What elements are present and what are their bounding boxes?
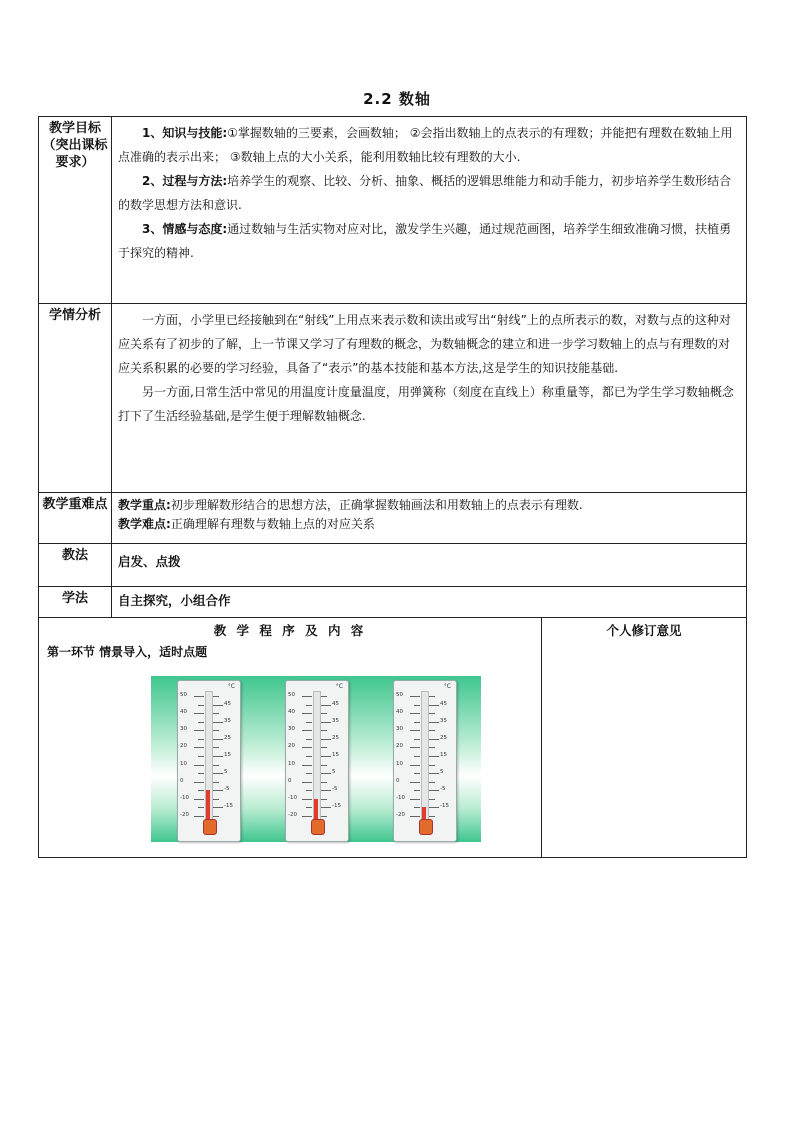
- scale-tick: [302, 765, 312, 766]
- scale-tick: [429, 713, 435, 714]
- mercury-column: [314, 799, 318, 821]
- scale-tick: [213, 722, 223, 723]
- scale-tick: [429, 799, 435, 800]
- scale-tick: [213, 730, 219, 731]
- document-title: 2.2 数轴: [363, 90, 431, 108]
- thermometer-3: [393, 680, 457, 842]
- scale-tick: [321, 730, 327, 731]
- scale-tick: [410, 747, 420, 748]
- procedure-heading: 教 学 程 序 及 内 容: [213, 623, 367, 638]
- objective-knowledge: 1、知识与技能:①掌握数轴的三要素，会画数轴； ②会指出数轴上的点表示的有理数；并能把有理数在数轴上用点准确的表示出来； ③数轴上点的大小关系，能利用数轴比较有理数的大小.: [118, 126, 733, 164]
- scale-tick: [306, 756, 312, 757]
- scale-tick: [429, 782, 435, 783]
- learning-value: 自主探究，小组合作: [112, 587, 747, 618]
- difficulty-line: 教学难点:正确理解有理数与数轴上点的对应关系: [118, 517, 375, 531]
- scale-number: 10: [396, 760, 403, 767]
- scale-tick: [198, 705, 204, 706]
- scale-number: 20: [288, 743, 295, 750]
- scale-number: 35: [440, 717, 447, 724]
- scale-tick: [321, 713, 327, 714]
- scale-tick: [194, 799, 204, 800]
- scale-tick: [194, 730, 204, 731]
- scale-tick: [410, 782, 420, 783]
- scale-tick: [414, 739, 420, 740]
- scale-number: 40: [180, 709, 187, 716]
- analysis-paragraph-1: 一方面，小学里已经接触到在“射线”上用点来表示数和读出或写出“射线”上的点所表示的数，对数与点的这种对应关系有了初步的了解，上一节课又学习了有理数的概念，为数轴概念的建立和进一步学习数轴上的点与有理数的对应关系积累的必要的学习经验，具备了“表示”的基本技能和基本方法,这是学生的知识技能基础.: [118, 313, 731, 375]
- scale-tick: [213, 705, 223, 706]
- learning-label: 学法: [39, 587, 112, 618]
- scale-number: 45: [440, 700, 447, 707]
- scale-number: 35: [332, 717, 339, 724]
- scale-tick: [198, 807, 204, 808]
- scale-number: 50: [396, 692, 403, 698]
- scale-tick: [306, 739, 312, 740]
- thermometer-figure: [151, 676, 481, 842]
- scale-tick: [321, 722, 331, 723]
- scale-tick: [213, 739, 223, 740]
- scale-number: -5: [332, 786, 338, 793]
- scale-tick: [302, 747, 312, 748]
- scale-tick: [321, 696, 327, 697]
- objective-process: 2、过程与方法:培养学生的观察、比较、分析、抽象、概括的逻辑思维能力和动手能力，初步培养学生数形结合的数学思想方法和意识.: [118, 174, 732, 212]
- scale-number: -15: [224, 803, 233, 810]
- scale-tick: [194, 765, 204, 766]
- scale-tick: [198, 756, 204, 757]
- scale-tick: [321, 816, 327, 817]
- scale-tick: [213, 790, 223, 791]
- scale-tick: [213, 807, 223, 808]
- scale-number: 25: [440, 734, 447, 741]
- scale-tick: [429, 705, 439, 706]
- scale-number: 5: [224, 769, 228, 776]
- scale-tick: [198, 790, 204, 791]
- scale-tick: [410, 799, 420, 800]
- scale-tick: [198, 739, 204, 740]
- procedure-cell: [39, 618, 542, 858]
- scale-tick: [213, 799, 219, 800]
- scale-tick: [306, 722, 312, 723]
- method-value: 启发、点拨: [112, 544, 747, 587]
- scale-number: 15: [224, 752, 231, 758]
- scale-tick: [321, 807, 331, 808]
- unit-label: °C: [227, 683, 235, 690]
- scale-tick: [410, 816, 420, 817]
- objective-attitude: 3、情感与态度:通过数轴与生活实物对应对比，激发学生兴趣，通过规范画图，培养学生细致准确习惯，扶植勇于探究的精神.: [118, 222, 732, 260]
- scale-number: 30: [180, 726, 187, 733]
- lesson-plan-table: [38, 116, 747, 858]
- scale-number: 50: [288, 692, 295, 698]
- scale-number: -10: [288, 794, 297, 801]
- unit-label: °C: [335, 683, 343, 690]
- scale-tick: [414, 705, 420, 706]
- scale-number: 20: [396, 743, 403, 750]
- scale-number: 5: [440, 769, 444, 776]
- scale-tick: [429, 816, 435, 817]
- scale-tick: [321, 739, 331, 740]
- scale-tick: [429, 730, 435, 731]
- analysis-content: [112, 304, 747, 493]
- scale-number: 45: [224, 700, 231, 707]
- scale-tick: [429, 807, 439, 808]
- scale-tick: [429, 722, 439, 723]
- scale-number: -5: [224, 786, 230, 793]
- scale-number: -20: [396, 812, 405, 818]
- scale-number: -5: [440, 786, 446, 793]
- thermometer-bulb: [203, 819, 217, 835]
- scale-number: 10: [180, 760, 187, 767]
- scale-tick: [414, 790, 420, 791]
- scale-number: 10: [288, 760, 295, 767]
- scale-tick: [306, 807, 312, 808]
- revision-heading: 个人修订意见: [606, 623, 682, 638]
- scale-number: 0: [288, 777, 292, 784]
- scale-tick: [429, 696, 435, 697]
- scale-tick: [198, 722, 204, 723]
- scale-tick: [198, 773, 204, 774]
- scale-tick: [429, 739, 439, 740]
- mercury-column: [206, 790, 210, 821]
- scale-tick: [414, 722, 420, 723]
- thermometer-1: [177, 680, 241, 842]
- scale-tick: [410, 696, 420, 697]
- scale-tick: [321, 782, 327, 783]
- thermometer-tube: [421, 691, 429, 823]
- scale-tick: [213, 756, 223, 757]
- scale-tick: [213, 816, 219, 817]
- revision-cell: [542, 618, 747, 858]
- thermometer-bulb: [311, 819, 325, 835]
- scale-tick: [429, 765, 435, 766]
- scale-tick: [194, 782, 204, 783]
- scale-tick: [429, 756, 439, 757]
- scale-tick: [410, 765, 420, 766]
- scale-tick: [213, 765, 219, 766]
- key-points-label: 教学重难点: [39, 493, 112, 544]
- learning-row: [39, 587, 747, 618]
- key-points-row: [39, 493, 747, 544]
- scale-tick: [429, 773, 439, 774]
- scale-number: 30: [396, 726, 403, 733]
- scale-tick: [302, 713, 312, 714]
- scale-tick: [194, 747, 204, 748]
- scale-tick: [213, 696, 219, 697]
- scale-tick: [410, 713, 420, 714]
- objectives-label: 教学目标（突出课标要求）: [39, 117, 112, 304]
- scale-tick: [321, 705, 331, 706]
- scale-number: 40: [288, 709, 295, 716]
- scale-tick: [321, 756, 331, 757]
- unit-label: °C: [443, 683, 451, 690]
- scale-tick: [306, 773, 312, 774]
- scale-number: -15: [332, 803, 341, 810]
- scale-tick: [321, 773, 331, 774]
- scale-number: -15: [440, 803, 449, 810]
- scale-tick: [302, 799, 312, 800]
- scale-tick: [410, 730, 420, 731]
- scale-tick: [429, 747, 435, 748]
- scale-number: -20: [180, 812, 189, 818]
- objectives-content: [112, 117, 747, 304]
- scale-number: 0: [180, 777, 184, 784]
- scale-number: 5: [332, 769, 336, 776]
- scale-tick: [321, 799, 327, 800]
- scale-tick: [414, 807, 420, 808]
- scale-tick: [213, 713, 219, 714]
- scale-tick: [213, 747, 219, 748]
- method-label: 教法: [39, 544, 112, 587]
- scale-number: 15: [332, 752, 339, 758]
- scale-number: 25: [332, 734, 339, 741]
- scale-tick: [321, 765, 327, 766]
- scale-tick: [302, 730, 312, 731]
- scale-number: -10: [180, 794, 189, 801]
- scale-tick: [306, 790, 312, 791]
- scale-tick: [194, 696, 204, 697]
- scale-number: 45: [332, 700, 339, 707]
- scale-number: 25: [224, 734, 231, 741]
- scale-tick: [414, 773, 420, 774]
- scale-number: 0: [396, 777, 400, 784]
- scale-tick: [321, 747, 327, 748]
- scale-tick: [194, 816, 204, 817]
- analysis-row: [39, 304, 747, 493]
- objectives-row: [39, 117, 747, 304]
- scale-tick: [414, 756, 420, 757]
- scale-tick: [321, 790, 331, 791]
- scale-number: -10: [396, 794, 405, 801]
- scale-tick: [194, 713, 204, 714]
- scale-tick: [429, 790, 439, 791]
- method-row: [39, 544, 747, 587]
- scale-number: 20: [180, 743, 187, 750]
- step-1-title: 第一环节 情景导入，适时点题: [47, 645, 208, 659]
- scale-tick: [213, 782, 219, 783]
- scale-tick: [213, 773, 223, 774]
- key-points-content: [112, 493, 747, 544]
- thermometer-bulb: [419, 819, 433, 835]
- scale-tick: [302, 816, 312, 817]
- analysis-paragraph-2: 另一方面,日常生活中常见的用温度计度量温度，用弹簧称（刻度在直线上）称重量等，都已为学生学习数轴概念打下了生活经验基础,是学生便于理解数轴概念.: [118, 385, 734, 423]
- focus-line: 教学重点:初步理解数形结合的思想方法，正确掌握数轴画法和用数轴上的点表示有理数.: [118, 498, 583, 512]
- scale-number: -20: [288, 812, 297, 818]
- scale-number: 15: [440, 752, 447, 758]
- procedure-row: [39, 618, 747, 858]
- scale-number: 30: [288, 726, 295, 733]
- scale-tick: [302, 696, 312, 697]
- scale-number: 50: [180, 692, 187, 698]
- scale-tick: [306, 705, 312, 706]
- scale-tick: [302, 782, 312, 783]
- scale-number: 35: [224, 717, 231, 724]
- thermometer-2: [285, 680, 349, 842]
- scale-number: 40: [396, 709, 403, 716]
- analysis-label: 学情分析: [39, 304, 112, 493]
